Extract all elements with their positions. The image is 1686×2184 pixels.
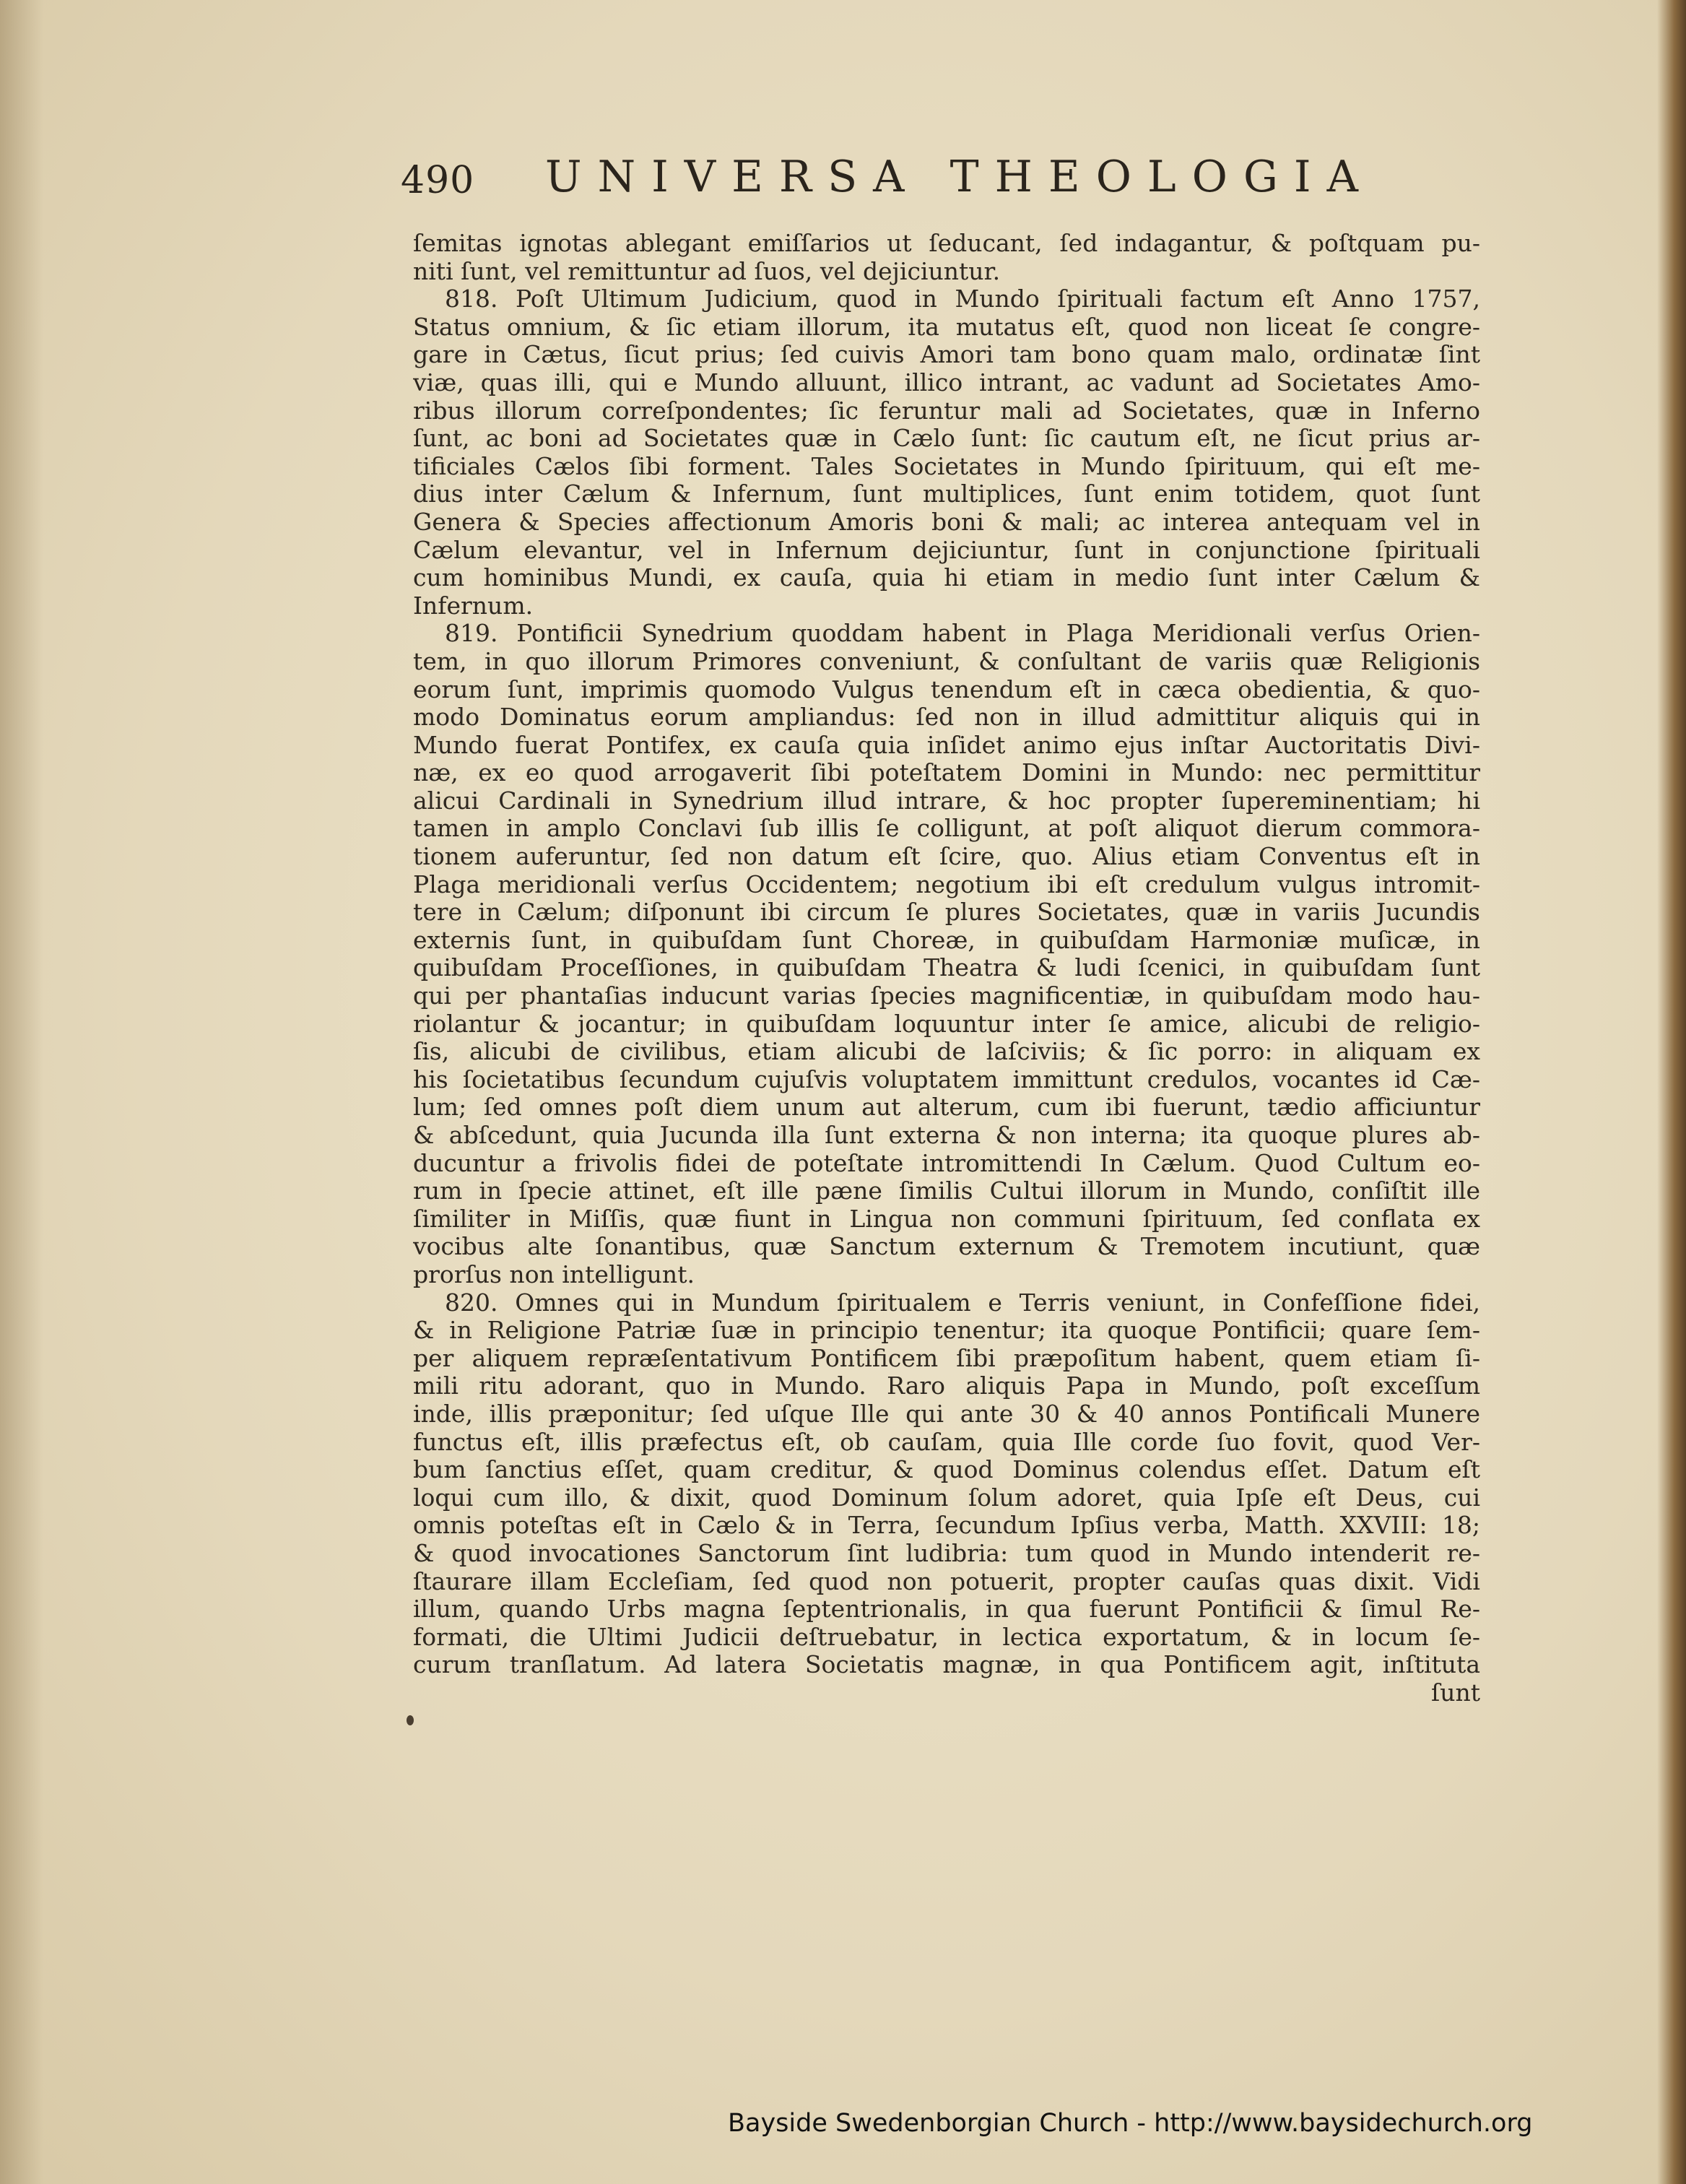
gutter-shadow	[0, 0, 43, 2184]
text-line: viæ, quas illi, qui e Mundo alluunt, illico intrant, ac vadunt ad Societates Amo-	[413, 368, 1480, 396]
text-line: tificiales Cælos ſibi forment. Tales Societates in Mundo ſpirituum, qui eſt me-	[413, 452, 1480, 480]
text-line: Status omnium, & ſic etiam illorum, ita mutatus eſt, quod non liceat ſe congre-	[413, 313, 1480, 341]
text-line: vocibus alte ſonantibus, quæ Sanctum externum & Tremotem incutiunt, quæ	[413, 1233, 1480, 1261]
text-line: ribus illorum correſpondentes; ſic feruntur mali ad Societates, quæ in Inferno	[413, 396, 1480, 425]
text-line: tem, in quo illorum Primores conveniunt, & conſultant de variis quæ Religionis	[413, 647, 1480, 675]
text-line: rum in ſpecie attinet, eſt ille pæne ſimilis Cultui illorum in Mundo, conſiſtit ille	[413, 1177, 1480, 1205]
text-line: Genera & Species affectionum Amoris boni & mali; ac interea antequam vel in	[413, 508, 1480, 536]
text-line: 819. Pontificii Synedrium quoddam habent in Plaga Meridionali verſus Orien-	[445, 620, 1480, 648]
text-line: lum; ſed omnes poſt diem unum aut alterum, cum ibi fuerunt, tædio afficiuntur	[413, 1093, 1480, 1122]
text-line: næ, ex eo quod arrogaverit ſibi poteſtatem Domini in Mundo: nec permittitur	[413, 759, 1480, 787]
text-line: omnis poteſtas eſt in Cælo & in Terra, ſecundum Ipſius verba, Matth. XXVIII: 18;	[413, 1512, 1480, 1540]
text-line: illum, quando Urbs magna ſeptentrionalis, in qua fuerunt Pontificii & ſimul Re-	[413, 1595, 1480, 1624]
text-line: qui per phantaſias inducunt varias ſpecies magnificentiæ, in quibuſdam modo hau-	[413, 982, 1480, 1010]
text-line: Plaga meridionali verſus Occidentem; negotium ibi eſt credulum vulgus intromit-	[413, 870, 1480, 898]
text-line: functus eſt, illis præfectus eſt, ob cauſam, quia Ille corde ſuo fovit, quod Ver-	[413, 1428, 1480, 1456]
text-line: tionem auferuntur, ſed non datum eſt ſcire, quo. Alius etiam Conventus eſt in	[413, 843, 1480, 871]
text-line: tamen in amplo Conclavi ſub illis ſe colligunt, at poſt aliquot dierum commora-	[413, 815, 1480, 843]
text-line: & in Religione Patriæ ſuæ in principio tenentur; ita quoque Pontificii; quare ſem-	[413, 1317, 1480, 1345]
footer-credit: Bayside Swedenborgian Church - http://www.baysidechurch.org	[728, 2109, 1533, 2138]
text-line: Infernum.	[413, 592, 534, 620]
text-line: niti ſunt, vel remittuntur ad ſuos, vel dejiciuntur.	[413, 257, 1001, 285]
text-line: alicui Cardinali in Synedrium illud intrare, & hoc propter ſupereminentiam; hi	[413, 786, 1480, 815]
text-line: & abſcedunt, quia Jucunda illa ſunt externa & non interna; ita quoque plures ab-	[413, 1122, 1480, 1149]
text-line: 818. Poſt Ultimum Judicium, quod in Mundo ſpirituali factum eſt Anno 1757,	[445, 285, 1480, 313]
text-line: bum ſanctius eſſet, quam creditur, & quod Dominus colendus eſſet. Datum eſt	[413, 1456, 1480, 1484]
text-line: prorſus non intelligunt.	[413, 1260, 695, 1288]
catchword: ſunt	[1431, 1678, 1480, 1707]
text-line: dius inter Cælum & Infernum, ſunt multiplices, ſunt enim totidem, quot ſunt	[413, 480, 1480, 508]
text-line: modo Dominatus eorum ampliandus: ſed non in illud admittitur aliquis qui in	[413, 703, 1480, 732]
page-number: 490	[401, 159, 475, 202]
text-line: Mundo fuerat Pontifex, ex cauſa quia inſidet animo ejus inſtar Auctoritatis Divi-	[413, 731, 1480, 759]
text-line: formati, die Ultimi Judicii deſtruebatur, in lectica exportatum, & in locum ſe-	[413, 1623, 1480, 1651]
text-line: Cælum elevantur, vel in Infernum dejiciuntur, ſunt in conjunctione ſpirituali	[413, 536, 1480, 564]
text-line: loqui cum illo, & dixit, quod Dominum ſolum adoret, quia Ipſe eſt Deus, cui	[413, 1483, 1480, 1512]
page-edge	[1657, 0, 1686, 2184]
text-line: ſtaurare illam Eccleſiam, ſed quod non potuerit, propter cauſas quas dixit. Vidi	[413, 1567, 1480, 1595]
text-line: gare in Cætus, ſicut prius; ſed cuivis Amori tam bono quam malo, ordinatæ ſint	[413, 341, 1480, 369]
text-line: ſimiliter in Miſſis, quæ fiunt in Lingua non communi ſpirituum, ſed conflata ex	[413, 1205, 1480, 1233]
running-title: UNIVERSA THEOLOGIA	[545, 152, 1374, 202]
text-line: his ſocietatibus ſecundum cujuſvis voluptatem immittunt credulos, vocantes id Cæ-	[413, 1065, 1480, 1093]
text-line: ſunt, ac boni ad Societates quæ in Cælo ſunt: ſic cautum eſt, ne ſicut prius ar-	[413, 425, 1480, 453]
text-line: riolantur & jocantur; in quibuſdam loquuntur inter ſe amice, alicubi de religio-	[413, 1010, 1480, 1038]
text-line: externis ſunt, in quibuſdam ſunt Choreæ, in quibuſdam Harmoniæ muſicæ, in	[413, 926, 1480, 954]
text-line: mili ritu adorant, quo in Mundo. Raro aliquis Papa in Mundo, poſt exceſſum	[413, 1372, 1480, 1400]
body-text	[413, 230, 1480, 1707]
text-line: per aliquem repræſentativum Pontificem ſibi præpoſitum habent, quem etiam ſi-	[413, 1344, 1480, 1372]
text-line: 820. Omnes qui in Mundum ſpiritualem e Terris veniunt, in Confeſſione fidei,	[445, 1288, 1480, 1317]
page-header	[401, 152, 1376, 209]
text-line: quibuſdam Proceſſiones, in quibuſdam Theatra & ludi ſcenici, in quibuſdam ſunt	[413, 954, 1480, 982]
text-line: ſis, alicubi de civilibus, etiam alicubi de laſciviis; & ſic porro: in aliquam ex	[413, 1038, 1480, 1066]
text-line: & quod invocationes Sanctorum ſint ludibria: tum quod in Mundo intenderit re-	[413, 1539, 1480, 1567]
text-line: cum hominibus Mundi, ex cauſa, quia hi etiam in medio ſunt inter Cælum &	[413, 564, 1480, 592]
text-line: eorum ſunt, imprimis quomodo Vulgus tenendum eſt in cæca obedientia, & quo-	[413, 675, 1480, 703]
text-line: ducuntur a frivolis fidei de poteſtate intromittendi In Cælum. Quod Cultum eo-	[413, 1149, 1480, 1177]
text-line: ſemitas ignotas ablegant emiſſarios ut ſeducant, ſed indagantur, & poſtquam pu-	[413, 230, 1480, 257]
text-line: curum tranſlatum. Ad latera Societatis magnæ, in qua Pontificem agit, inſtituta	[413, 1651, 1480, 1679]
ink-spot	[407, 1715, 414, 1725]
text-line: inde, illis præponitur; ſed uſque Ille qui ante 30 & 40 annos Pontificali Munere	[413, 1400, 1480, 1428]
text-line: tere in Cælum; diſponunt ibi circum ſe plures Societates, quæ in variis Jucundis	[413, 898, 1480, 927]
